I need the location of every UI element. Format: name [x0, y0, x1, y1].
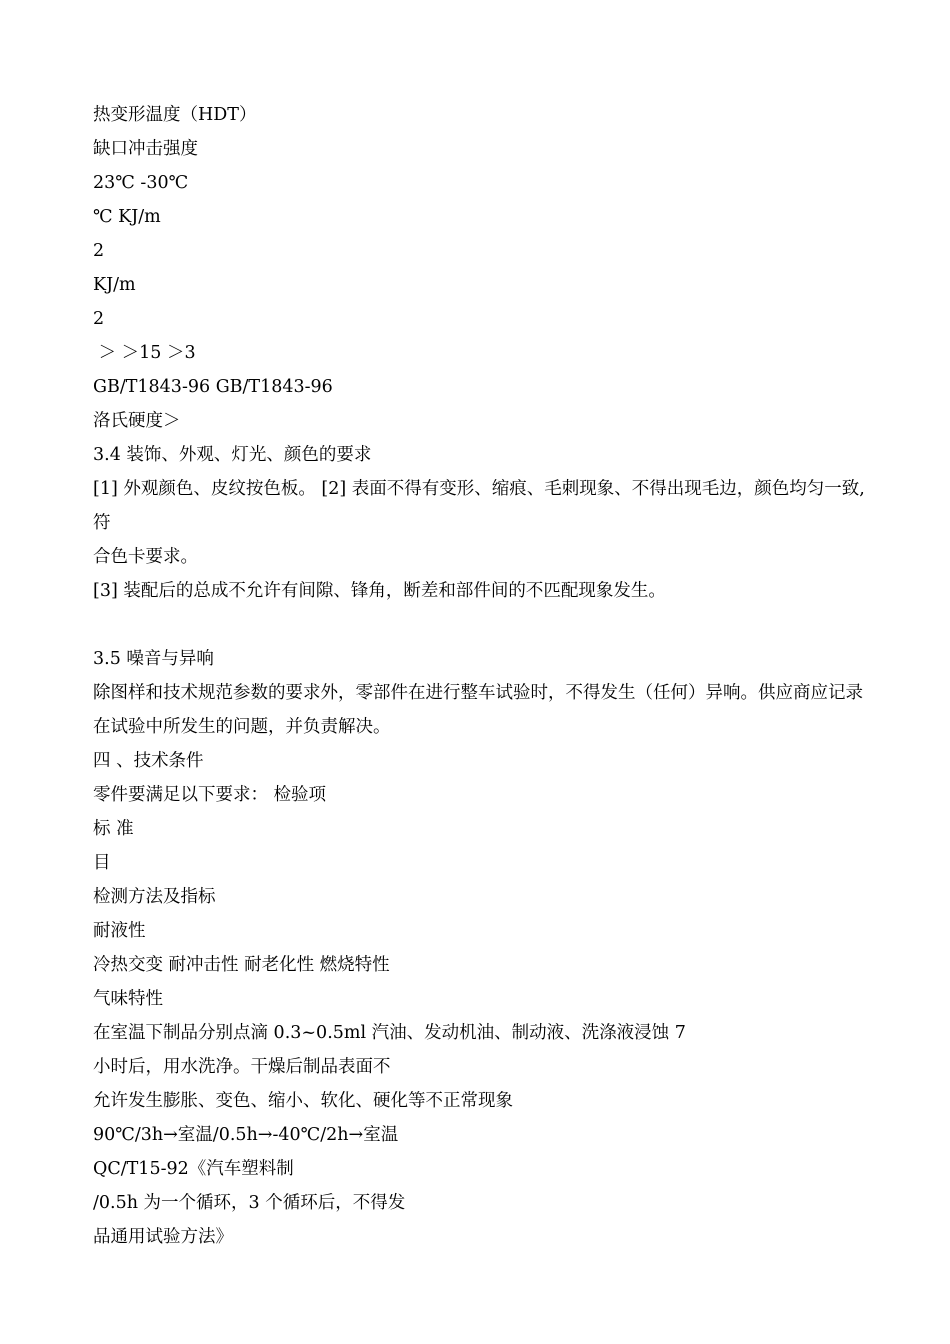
text-line-inspection-items: 零件要满足以下要求： 检验项: [93, 785, 327, 805]
text-line-odor: 气味特性: [93, 989, 163, 1009]
text-line-superscript-2: 2: [93, 309, 105, 329]
paragraph-assembly-requirements: [3] 装配后的总成不允许有间隙、锋角，断差和部件间的不匹配现象发生。: [93, 581, 666, 601]
text-line-general-test-methods: 品通用试验方法》: [93, 1227, 233, 1247]
blank-line: [93, 608, 868, 642]
text-line-standards: GB/T1843-96 GB/T1843-96: [93, 377, 333, 397]
text-line-temperature-range: 23℃ -30℃: [93, 173, 189, 193]
text-line-cycle-count: /0.5h 为一个循环，3 个循环后，不得发: [93, 1193, 406, 1213]
text-line-superscript-1: 2: [93, 241, 105, 261]
text-line-standard: 标 准: [93, 819, 134, 839]
text-line-test-list: 冷热交变 耐冲击性 耐老化性 燃烧特性: [93, 955, 390, 975]
section-heading-3-4: 3.4 装饰、外观、灯光、颜色的要求: [93, 445, 372, 465]
paragraph-appearance-requirements: [1] 外观颜色、皮纹按色板。 [2] 表面不得有变形、缩痕、毛刺现象、不得出现毛边，颜色均匀一致, 符: [93, 479, 865, 533]
text-line-hdt: 热变形温度（HDT）: [93, 105, 257, 125]
text-line-liquid-test-method: 在室温下制品分别点滴 0.3~0.5ml 汽油、发动机油、制动液、洗涤液浸蚀 7: [93, 1023, 686, 1043]
text-line-washing: 小时后，用水洗净。干燥后制品表面不: [93, 1057, 391, 1077]
text-line-unit-2: KJ/m: [93, 275, 136, 295]
document-body: [93, 98, 868, 1254]
text-line-thermal-cycle: 90℃/3h→室温/0.5h→-40℃/2h→室温: [93, 1125, 399, 1145]
text-line-test-method: 检测方法及指标: [93, 887, 216, 907]
text-line-liquid-resistance: 耐液性: [93, 921, 146, 941]
paragraph-noise-requirements: 除图样和技术规范参数的要求外，零部件在进行整车试验时，不得发生（任何）异响。供应商应记录在试验中所发生的问题，并负责解决。: [93, 683, 863, 737]
text-line-color-card: 合色卡要求。: [93, 547, 198, 567]
text-line-qc-standard: QC/T15-92《汽车塑料制: [93, 1159, 294, 1179]
text-line-item: 目: [93, 853, 111, 873]
text-line-thresholds: ＞ ＞15 ＞3: [93, 343, 196, 363]
text-line-abnormal-phenomena: 允许发生膨胀、变色、缩小、软化、硬化等不正常现象: [93, 1091, 513, 1111]
text-line-rockwell-hardness: 洛氏硬度＞: [93, 411, 181, 431]
text-line-notch-impact: 缺口冲击强度: [93, 139, 198, 159]
section-heading-3-5: 3.5 噪音与异响: [93, 649, 214, 669]
text-line-unit: ℃ KJ/m: [93, 207, 161, 227]
section-heading-technical-conditions: 四 、技术条件: [93, 751, 204, 771]
